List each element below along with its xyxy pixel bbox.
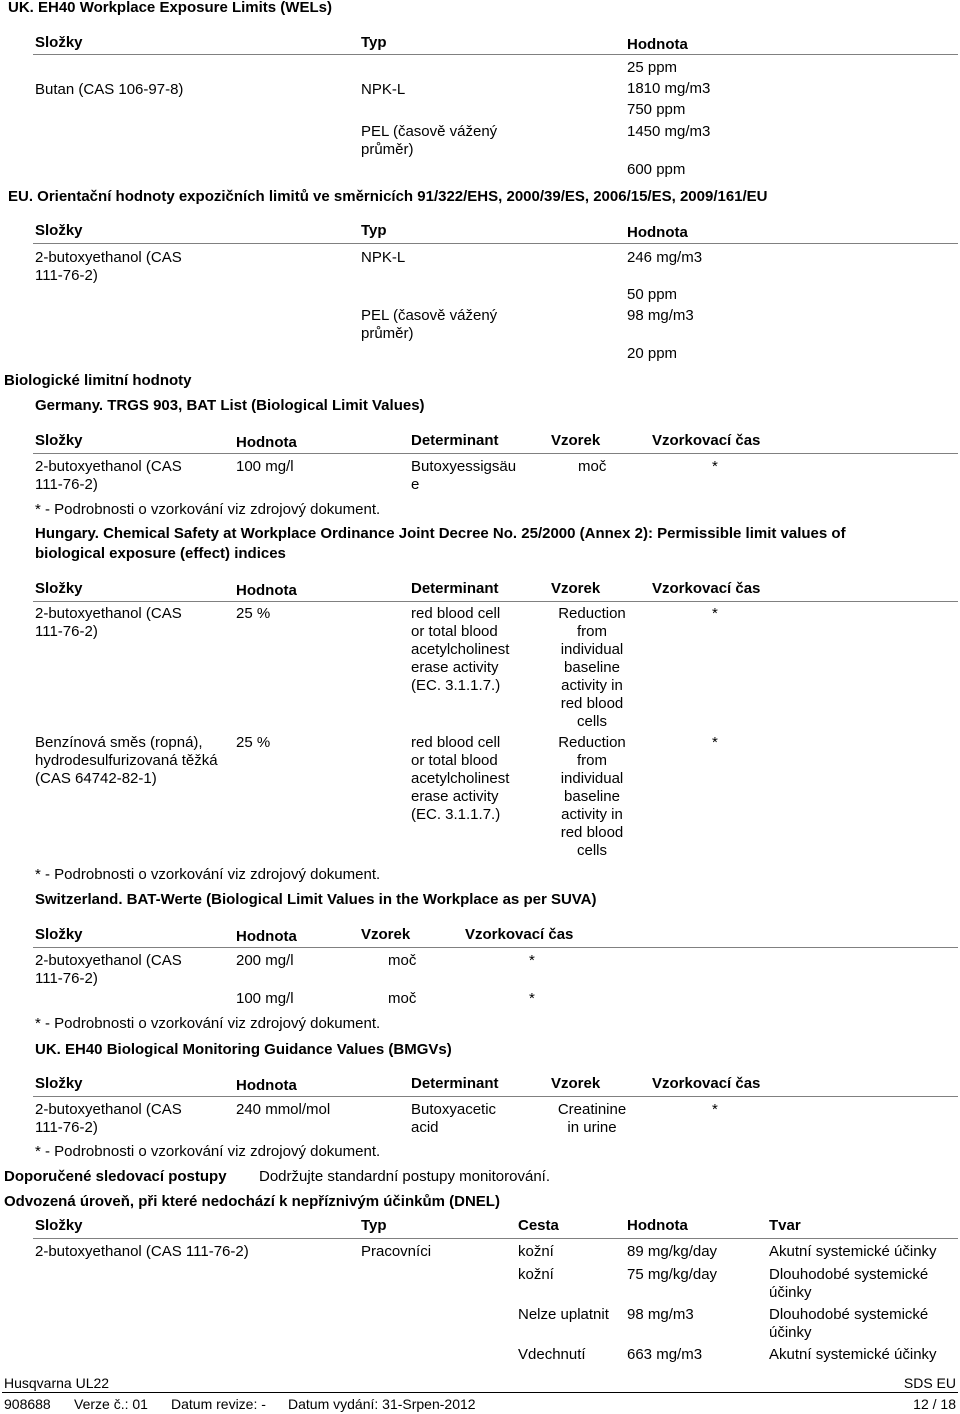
- germany-header-vzorkovaci-cas: Vzorkovací čas: [652, 432, 761, 449]
- switzerland-row-value: 100 mg/l: [236, 990, 294, 1007]
- dnel-title: Odvozená úroveň, při které nedochází k nepříznivým účinkům (DNEL): [4, 1193, 500, 1210]
- uk-wel-value: 600 ppm: [627, 161, 686, 178]
- switzerland-header-slozky: Složky: [35, 926, 83, 943]
- eu-substance: 2-butoxyethanol (CAS 111-76-2): [35, 249, 182, 284]
- dnel-row-route: kožní: [518, 1266, 554, 1283]
- uk-bmgv-determinant: Butoxyacetic acid: [411, 1101, 497, 1136]
- hungary-row-time: *: [712, 605, 718, 622]
- hungary-row-value: 25 %: [236, 605, 271, 622]
- germany-title: Germany. TRGS 903, BAT List (Biological Limit Values): [35, 397, 425, 414]
- eu-value: 50 ppm: [627, 286, 678, 303]
- uk-bmgv-title: UK. EH40 Biological Monitoring Guidance Values (BMGVs): [35, 1041, 452, 1058]
- germany-substance: 2-butoxyethanol (CAS 111-76-2): [35, 458, 182, 493]
- hungary-row-determinant: red blood cell or total blood acetylcholinest erase activity (EC. 3.1.1.7.): [411, 605, 510, 694]
- switzerland-row-time: *: [529, 952, 535, 969]
- hungary-header-hodnota: Hodnota: [236, 582, 297, 599]
- germany-sample: moč: [578, 458, 607, 475]
- monitoring-text: Dodržujte standardní postupy monitorování.: [259, 1168, 550, 1185]
- dnel-row-form: Dlouhodobé systemické účinky: [769, 1306, 929, 1341]
- footer-page: 12 / 18: [913, 1396, 956, 1412]
- eu-value: 98 mg/m3: [627, 307, 694, 324]
- germany-header-vzorek: Vzorek: [551, 432, 601, 449]
- uk-wel-value: 1810 mg/m3: [627, 80, 711, 97]
- switzerland-row-value: 200 mg/l: [236, 952, 294, 969]
- hungary-row-sample: Reduction from individual baseline activity in red blood cells: [558, 734, 626, 859]
- dnel-header-rule: [33, 1238, 958, 1239]
- dnel-row-value: 89 mg/kg/day: [627, 1243, 718, 1260]
- dnel-header-hodnota: Hodnota: [627, 1217, 688, 1234]
- hungary-row-determinant: red blood cell or total blood acetylcholinest erase activity (EC. 3.1.1.7.): [411, 734, 510, 823]
- dnel-row-value: 98 mg/m3: [627, 1306, 694, 1323]
- germany-header-slozky: Složky: [35, 432, 83, 449]
- dnel-row-value: 663 mg/m3: [627, 1346, 703, 1363]
- uk-wel-type-npkl: NPK-L: [361, 81, 406, 98]
- eu-header-typ: Typ: [361, 222, 387, 239]
- hungary-header-slozky: Složky: [35, 580, 83, 597]
- dnel-row-value: 75 mg/kg/day: [627, 1266, 718, 1283]
- eu-value: 246 mg/m3: [627, 249, 703, 266]
- eu-type-pel: PEL (časově vážený průměr): [361, 307, 498, 342]
- uk-wel-header-typ: Typ: [361, 34, 387, 51]
- hungary-header-vzorek: Vzorek: [551, 580, 601, 597]
- uk-bmgv-header-vzorkovaci-cas: Vzorkovací čas: [652, 1075, 761, 1092]
- dnel-row-route: Nelze uplatnit: [518, 1306, 609, 1323]
- germany-header-rule: [33, 453, 958, 454]
- eu-value: 20 ppm: [627, 345, 678, 362]
- hungary-header-determinant: Determinant: [411, 580, 499, 597]
- switzerland-substance: 2-butoxyethanol (CAS 111-76-2): [35, 952, 182, 987]
- uk-bmgv-substance: 2-butoxyethanol (CAS 111-76-2): [35, 1101, 182, 1136]
- footer-code: 908688: [4, 1396, 51, 1412]
- germany-header-hodnota: Hodnota: [236, 434, 297, 451]
- dnel-row-route: Vdechnutí: [518, 1346, 586, 1363]
- uk-bmgv-header-vzorek: Vzorek: [551, 1075, 601, 1092]
- switzerland-row-sample: moč: [388, 990, 417, 1007]
- uk-wel-header-rule: [33, 54, 958, 55]
- eu-header-slozky: Složky: [35, 222, 83, 239]
- switzerland-header-vzorek: Vzorek: [361, 926, 411, 943]
- hungary-header-rule: [33, 601, 958, 602]
- dnel-header-slozky: Složky: [35, 1217, 83, 1234]
- switzerland-title: Switzerland. BAT-Werte (Biological Limit Values in the Workplace as per SUVA): [35, 891, 597, 908]
- switzerland-header-hodnota: Hodnota: [236, 928, 297, 945]
- switzerland-header-vzorkovaci-cas: Vzorkovací čas: [465, 926, 574, 943]
- hungary-row-sample: Reduction from individual baseline activity in red blood cells: [558, 605, 626, 730]
- uk-bmgv-header-rule: [33, 1096, 958, 1097]
- germany-note: * - Podrobnosti o vzorkování viz zdrojový dokument.: [35, 501, 381, 518]
- hungary-header-vzorkovaci-cas: Vzorkovací čas: [652, 580, 761, 597]
- uk-wel-header-slozky: Složky: [35, 34, 83, 51]
- uk-wel-header-hodnota: Hodnota: [627, 36, 688, 53]
- switzerland-header-rule: [33, 947, 958, 948]
- hungary-title: Hungary. Chemical Safety at Workplace Ordinance Joint Decree No. 25/2000 (Annex 2): Permissible limit values of biological exposure (effect) indices: [35, 525, 846, 562]
- switzerland-row-sample: moč: [388, 952, 417, 969]
- switzerland-row-time: *: [529, 990, 535, 1007]
- uk-bmgv-header-determinant: Determinant: [411, 1075, 499, 1092]
- dnel-row-form: Akutní systemické účinky: [769, 1243, 937, 1260]
- dnel-type: Pracovníci: [361, 1243, 432, 1260]
- dnel-row-route: kožní: [518, 1243, 554, 1260]
- dnel-substance: 2-butoxyethanol (CAS 111-76-2): [35, 1243, 249, 1260]
- uk-bmgv-header-hodnota: Hodnota: [236, 1077, 297, 1094]
- eu-title: EU. Orientační hodnoty expozičních limitů ve směrnicích 91/322/EHS, 2000/39/ES, 2006/15/ES, 2009/161/EU: [8, 188, 768, 205]
- dnel-header-typ: Typ: [361, 1217, 387, 1234]
- uk-bmgv-time: *: [712, 1101, 718, 1118]
- uk-wel-value: 25 ppm: [627, 59, 678, 76]
- uk-bmgv-header-slozky: Složky: [35, 1075, 83, 1092]
- uk-wel-value: 1450 mg/m3: [627, 123, 711, 140]
- germany-time: *: [712, 458, 718, 475]
- monitoring-label: Doporučené sledovací postupy: [4, 1168, 227, 1185]
- germany-header-determinant: Determinant: [411, 432, 499, 449]
- eu-header-hodnota: Hodnota: [627, 224, 688, 241]
- footer-rule: [2, 1392, 958, 1393]
- footer-doc-type: SDS EU: [903, 1375, 956, 1391]
- hungary-row-time: *: [712, 734, 718, 751]
- footer-version: Verze č.: 01: [74, 1396, 148, 1412]
- switzerland-note: * - Podrobnosti o vzorkování viz zdrojový dokument.: [35, 1015, 381, 1032]
- uk-wel-value: 750 ppm: [627, 101, 686, 118]
- uk-wel-type-pel: PEL (časově vážený průměr): [361, 123, 498, 158]
- footer-issued: Datum vydání: 31-Srpen-2012: [288, 1396, 476, 1412]
- germany-determinant: Butoxyessigsäu e: [411, 458, 517, 493]
- hungary-row-value: 25 %: [236, 734, 271, 751]
- footer-product: Husqvarna UL22: [4, 1375, 110, 1391]
- eu-header-rule: [33, 243, 958, 244]
- dnel-header-cesta: Cesta: [518, 1217, 559, 1234]
- eu-type-npkl: NPK-L: [361, 249, 406, 266]
- uk-bmgv-value: 240 mmol/mol: [236, 1101, 331, 1118]
- uk-bmgv-note: * - Podrobnosti o vzorkování viz zdrojový dokument.: [35, 1143, 381, 1160]
- hungary-row-substance: 2-butoxyethanol (CAS 111-76-2): [35, 605, 182, 640]
- hungary-row-substance: Benzínová směs (ropná), hydrodesulfurizovaná těžká (CAS 64742-82-1): [35, 734, 218, 787]
- uk-bmgv-sample: Creatinine in urine: [557, 1101, 627, 1136]
- uk-wel-title: UK. EH40 Workplace Exposure Limits (WELs): [8, 0, 332, 16]
- dnel-header-tvar: Tvar: [769, 1217, 801, 1234]
- footer-revision: Datum revize: -: [171, 1396, 266, 1412]
- dnel-row-form: Dlouhodobé systemické účinky: [769, 1266, 929, 1301]
- dnel-row-form: Akutní systemické účinky: [769, 1346, 937, 1363]
- germany-value: 100 mg/l: [236, 458, 294, 475]
- uk-wel-substance: Butan (CAS 106-97-8): [35, 81, 184, 98]
- bio-heading: Biologické limitní hodnoty: [4, 372, 192, 389]
- hungary-note: * - Podrobnosti o vzorkování viz zdrojový dokument.: [35, 866, 381, 883]
